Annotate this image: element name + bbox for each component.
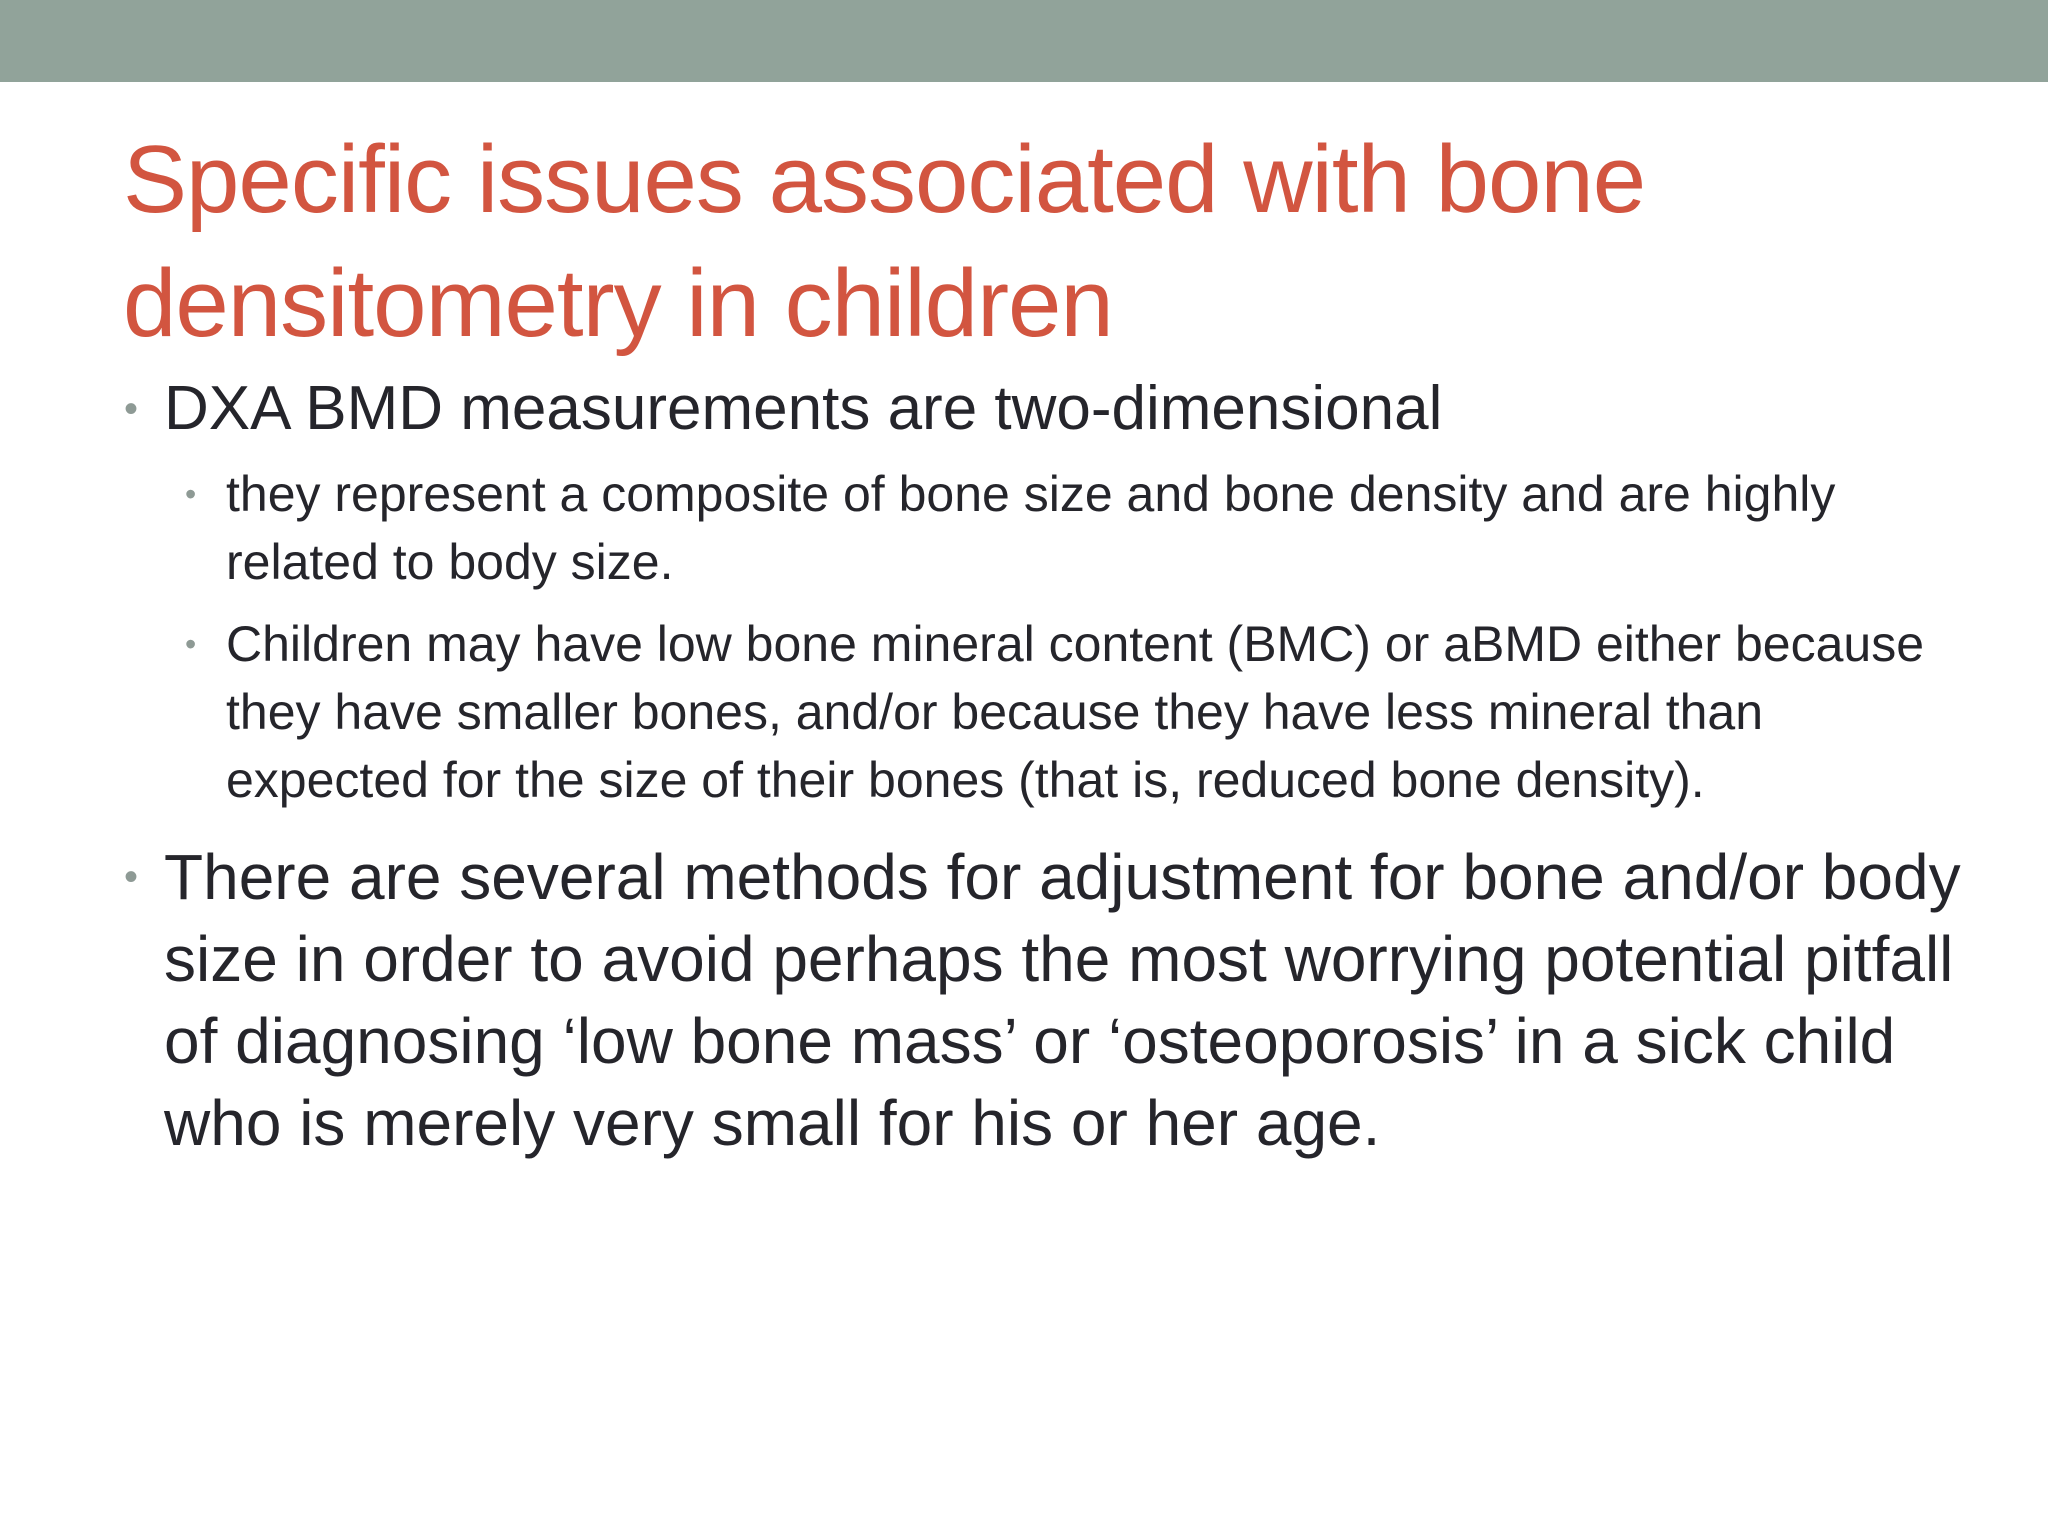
sub-bullet-item-1 [185, 460, 1946, 596]
slide-content [0, 368, 2048, 1164]
header-band [0, 0, 2048, 82]
bullet-text: There are several methods for adjustment for bone and/or body size in order to avoid perhaps the most worrying potential pitfall of diagnosing ‘low bone mass’ or ‘osteoporosis’ in a sick child who is merely very small for his or her age. [164, 841, 1961, 1159]
sub-bullet-item-2 [185, 610, 1946, 814]
slide-title: Specific issues associated with bone densitometry in children [123, 126, 1646, 357]
sub-bullet-dot-icon: • [185, 476, 197, 512]
sub-bullet-dot-icon: • [185, 626, 197, 662]
bullet-item-2 [124, 836, 1964, 1164]
bullet-dot-icon: • [124, 387, 139, 431]
bullet-item-1 [124, 368, 1964, 450]
sub-bullet-text: Children may have low bone mineral content (BMC) or aBMD either because they have smaller bones, and/or because they have less mineral than expected for the size of their bones (that is, reduced bone density). [226, 616, 1924, 808]
sub-bullet-text: they represent a composite of bone size and bone density and are highly related to body size. [226, 466, 1836, 590]
bullet-dot-icon: • [124, 855, 139, 899]
bullet-text: DXA BMD measurements are two-dimensional [164, 374, 1443, 443]
